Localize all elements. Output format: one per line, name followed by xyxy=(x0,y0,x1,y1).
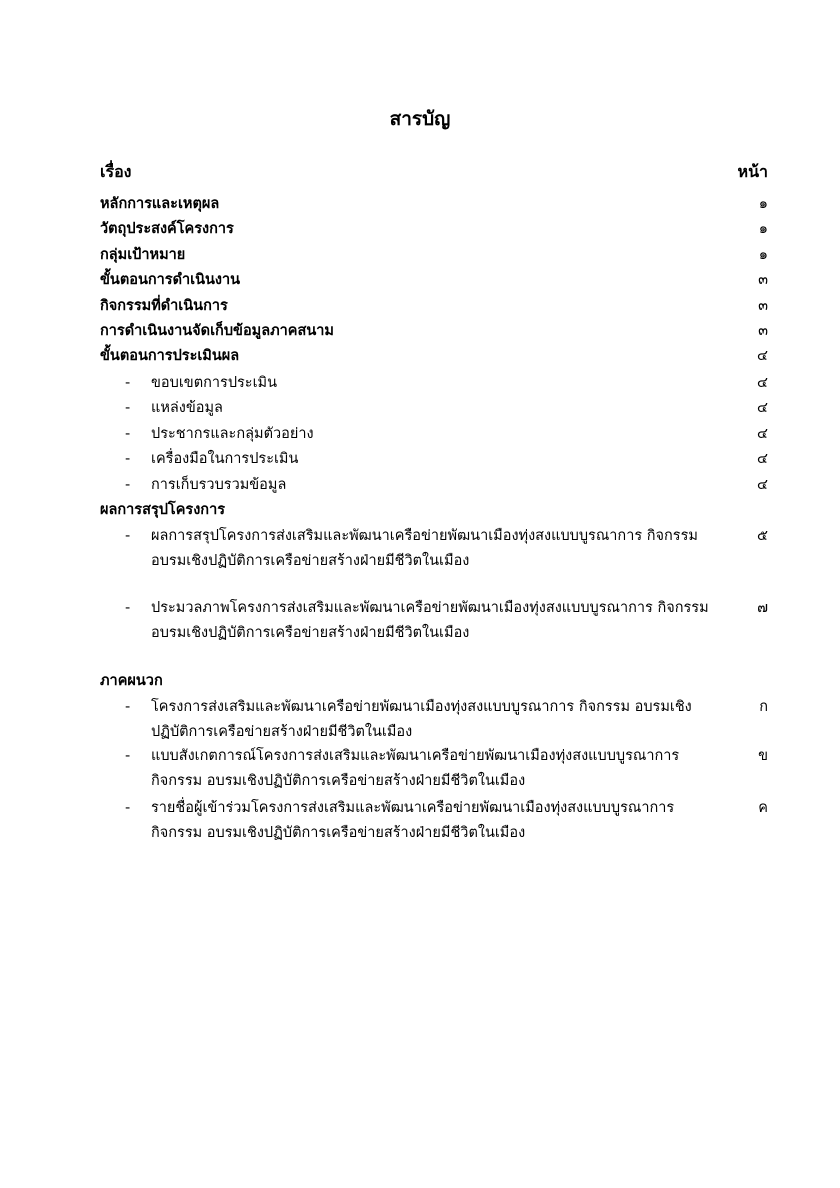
toc-subentry-line: แบบสังเกตการณ์โครงการส่งเสริมและพัฒนาเครือข่ายพัฒนาเมืองทุ่งสงแบบบูรณาการ xyxy=(151,748,680,764)
bullet-dash: - xyxy=(125,748,131,764)
toc-subentry-line: รายชื่อผู้เข้าร่วมโครงการส่งเสริมและพัฒนาเครือข่ายพัฒนาเมืองทุ่งสงแบบบูรณาการ xyxy=(151,800,675,816)
appendix-heading: ภาคผนวก xyxy=(100,673,163,689)
toc-entry-page: ๑ xyxy=(758,221,768,237)
bullet-dash: - xyxy=(125,400,131,416)
toc-subentry-label: การเก็บรวบรวมข้อมูล xyxy=(151,477,287,493)
toc-subentry-line: อบรมเชิงปฏิบัติการเครือข่ายสร้างฝ่ายมีชีวิตในเมือง xyxy=(151,625,470,641)
toc-entry-page: ๗ xyxy=(757,600,768,616)
bullet-dash: - xyxy=(125,528,131,544)
toc-subentry[interactable] xyxy=(0,744,840,794)
bullet-dash: - xyxy=(125,375,131,391)
toc-subentry-line: โครงการส่งเสริมและพัฒนาเครือข่ายพัฒนาเมืองทุ่งสงแบบบูรณาการ กิจกรรม อบรมเชิง xyxy=(151,699,692,715)
toc-subentry[interactable] xyxy=(0,695,840,745)
toc-subentry-label xyxy=(151,524,711,574)
toc-entry-label: ขั้นตอนการดำเนินงาน xyxy=(100,272,241,288)
page-column-header: หน้า xyxy=(737,162,768,181)
toc-entry-page: ค xyxy=(758,800,768,816)
toc-entry-page: ๕ xyxy=(757,528,768,544)
bullet-dash: - xyxy=(125,451,131,467)
toc-subentry-line: ผลการสรุปโครงการส่งเสริมและพัฒนาเครือข่ายพัฒนาเมืองทุ่งสงแบบบูรณาการ กิจกรรม xyxy=(151,528,698,544)
toc-entry-label: กิจกรรมที่ดำเนินการ xyxy=(100,298,228,314)
topic-column-header: เรื่อง xyxy=(100,162,132,181)
toc-entry-page: ๑ xyxy=(758,196,768,212)
toc-subentry-line: กิจกรรม อบรมเชิงปฏิบัติการเครือข่ายสร้างฝ่ายมีชีวิตในเมือง xyxy=(151,825,526,841)
results-heading: ผลการสรุปโครงการ xyxy=(100,502,225,518)
bullet-dash: - xyxy=(125,699,131,715)
toc-subentry-label xyxy=(151,596,711,646)
toc-entry-page: ๔ xyxy=(757,375,768,391)
toc-subentry-label: ขอบเขตการประเมิน xyxy=(151,375,278,391)
toc-subentry-label xyxy=(151,744,711,794)
toc-subentry-line: ประมวลภาพโครงการส่งเสริมและพัฒนาเครือข่ายพัฒนาเมืองทุ่งสงแบบบูรณาการ กิจกรรม xyxy=(151,600,709,616)
toc-subentry-line: กิจกรรม อบรมเชิงปฏิบัติการเครือข่ายสร้างฝ่ายมีชีวิตในเมือง xyxy=(151,773,526,789)
toc-entry-page: ๓ xyxy=(758,272,768,288)
toc-subentry-label: แหล่งข้อมูล xyxy=(151,400,223,416)
toc-subentry-label xyxy=(151,796,711,846)
toc-entry-page: ๔ xyxy=(757,451,768,467)
toc-subentry-label: ประชากรและกลุ่มตัวอย่าง xyxy=(151,426,314,442)
toc-entry-page: ๑ xyxy=(758,247,768,263)
toc-entry-label: กลุ่มเป้าหมาย xyxy=(100,247,186,263)
toc-entry-page: ๓ xyxy=(758,298,768,314)
toc-subentry-line: ปฏิบัติการเครือข่ายสร้างฝ่ายมีชีวิตในเมือง xyxy=(151,724,413,740)
toc-entry-label: วัตถุประสงค์โครงการ xyxy=(100,221,234,237)
toc-entry-label: หลักการและเหตุผล xyxy=(100,196,220,212)
toc-subentry-label xyxy=(151,695,711,745)
toc-entry-page: ๔ xyxy=(757,348,768,364)
toc-entry-page: ๔ xyxy=(757,477,768,493)
toc-entry-label: ขั้นตอนการประเมินผล xyxy=(100,348,240,364)
page-title: สารบัญ xyxy=(389,108,451,130)
toc-entry-page: ๓ xyxy=(758,323,768,339)
toc-subentry[interactable] xyxy=(0,524,840,576)
toc-entry-label: การดำเนินงานจัดเก็บข้อมูลภาคสนาม xyxy=(100,323,334,339)
toc-entry-page: ข xyxy=(758,748,768,764)
toc-entry-page: ๔ xyxy=(757,400,768,416)
toc-entry-page: ๔ xyxy=(757,426,768,442)
toc-subentry[interactable] xyxy=(0,596,840,648)
toc-entry-page: ก xyxy=(759,699,768,715)
toc-subentry[interactable] xyxy=(0,796,840,846)
toc-subentry-label: เครื่องมือในการประเมิน xyxy=(151,451,299,467)
bullet-dash: - xyxy=(125,600,131,616)
bullet-dash: - xyxy=(125,426,131,442)
bullet-dash: - xyxy=(125,477,131,493)
bullet-dash: - xyxy=(125,800,131,816)
toc-subentry-line: อบรมเชิงปฏิบัติการเครือข่ายสร้างฝ่ายมีชีวิตในเมือง xyxy=(151,553,470,569)
